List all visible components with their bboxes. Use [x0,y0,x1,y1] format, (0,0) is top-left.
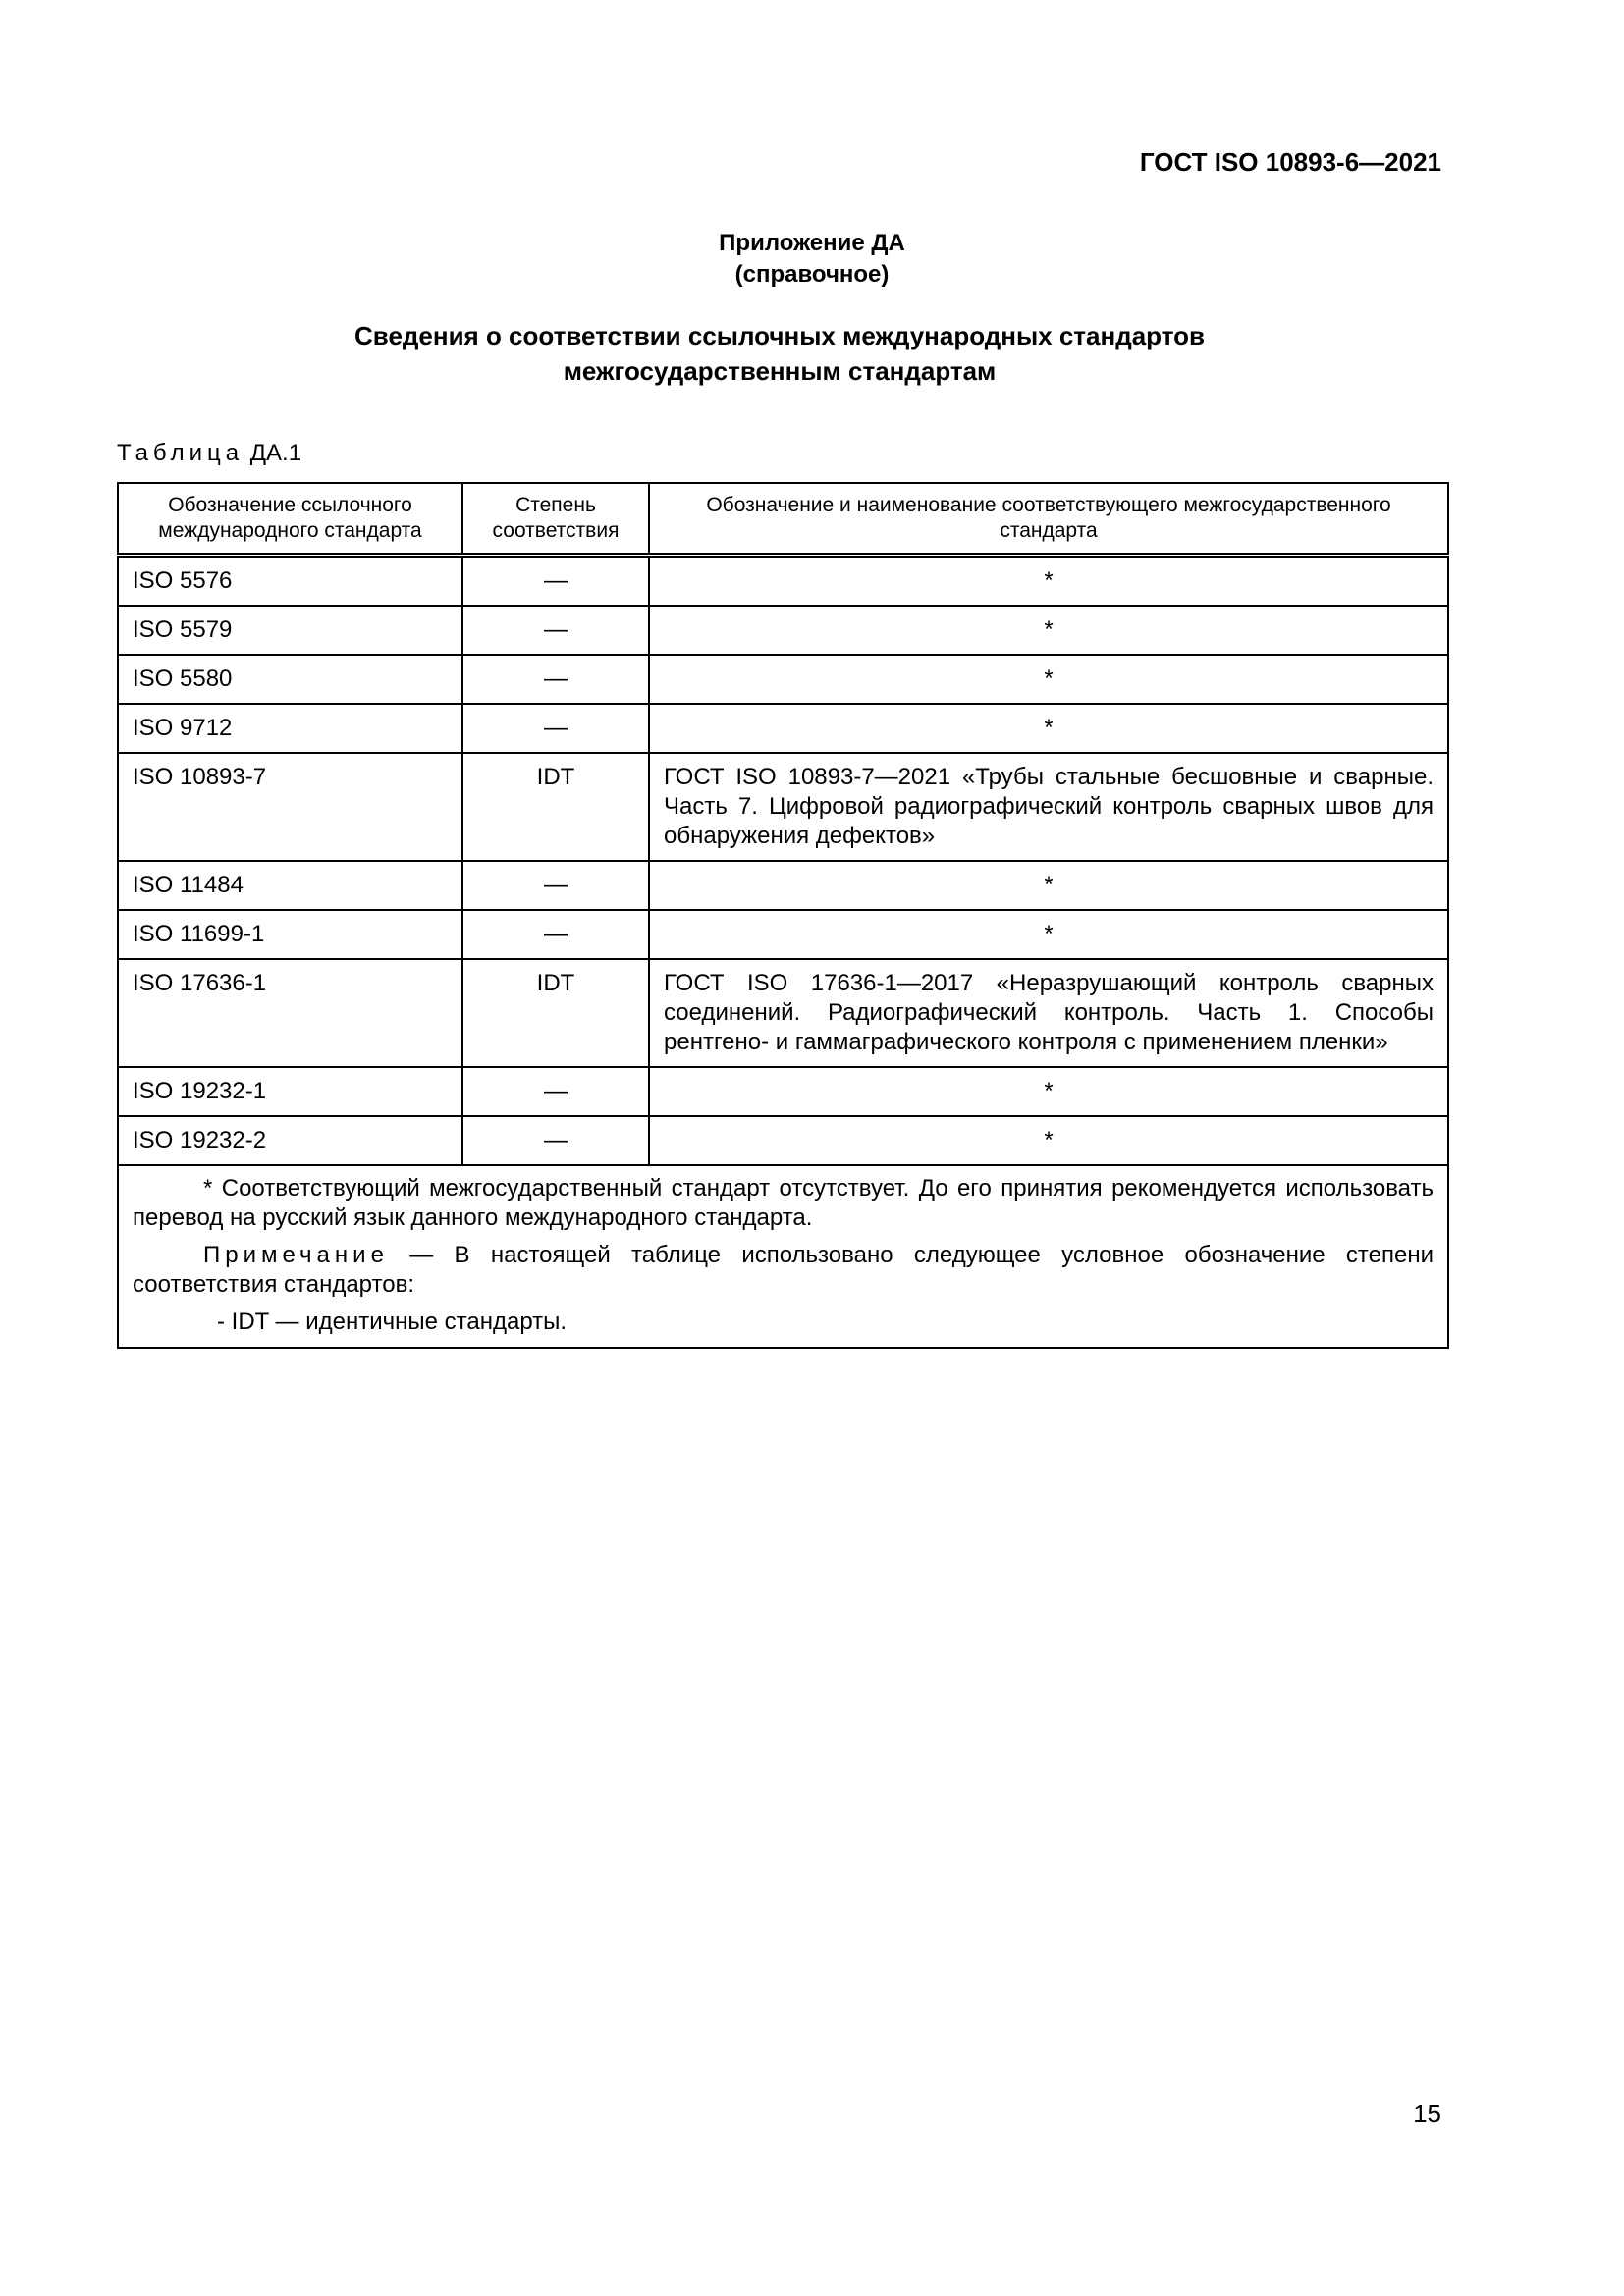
cell-interstate-standard: ГОСТ ISO 17636-1—2017 «Неразрушающий контроль сварных соединений. Радиографический контроль. Часть 1. Способы рентгено- и гаммаграфического контроля с применением пленки» [649,959,1448,1067]
table-label-number: ДА.1 [249,440,302,466]
cell-degree: — [462,556,649,607]
table-notes-row [118,1165,1448,1348]
header-interstate-standard: Обозначение и наименование соответствующего межгосударственного стандарта [649,483,1448,556]
table-row [118,556,1448,607]
cell-reference-code: ISO 5576 [118,556,462,607]
header-reference-standard: Обозначение ссылочного международного стандарта [118,483,462,556]
section-title-line2: межгосударственным стандартам [563,356,997,386]
cell-interstate-standard: * [649,861,1448,910]
table-row [118,606,1448,655]
table-notes [118,1165,1448,1348]
cell-degree: IDT [462,959,649,1067]
table-row [118,1067,1448,1116]
document-code: ГОСТ ISO 10893-6—2021 [1139,147,1441,177]
note [133,1241,1434,1300]
note-label: Примечание [203,1242,389,1268]
note-item: - IDT — идентичные стандарты. [217,1308,568,1335]
table-row [118,861,1448,910]
table-row [118,1116,1448,1165]
cell-interstate-standard: * [649,606,1448,655]
cell-reference-code: ISO 5579 [118,606,462,655]
cell-reference-code: ISO 5580 [118,655,462,704]
footnote: * Соответствующий межгосударственный стандарт отсутствует. До его принятия рекомендуется использовать перевод на русский язык данного международного стандарта. [133,1175,1434,1231]
annex-heading [0,228,1624,291]
cell-reference-code: ISO 9712 [118,704,462,753]
table-row [118,959,1448,1067]
cell-degree: — [462,655,649,704]
note-text: — В настоящей таблице использовано следующее условное обозначение степени соответствия стандартов: [133,1242,1435,1298]
cell-degree: IDT [462,753,649,861]
cell-degree: — [462,910,649,959]
table-row [118,704,1448,753]
page-number: 15 [1413,2099,1441,2128]
correspondence-table [117,482,1449,1349]
cell-interstate-standard: ГОСТ ISO 10893-7—2021 «Трубы стальные бесшовные и сварные. Часть 7. Цифровой радиографический контроль сварных швов для обнаружения дефектов» [649,753,1448,861]
cell-reference-code: ISO 19232-2 [118,1116,462,1165]
annex-title: Приложение ДА [719,230,905,256]
cell-interstate-standard: * [649,1116,1448,1165]
table-row [118,753,1448,861]
cell-degree: — [462,861,649,910]
cell-interstate-standard: * [649,655,1448,704]
cell-interstate-standard: * [649,1067,1448,1116]
cell-interstate-standard: * [649,704,1448,753]
cell-reference-code: ISO 10893-7 [118,753,462,861]
cell-degree: — [462,1067,649,1116]
table-label-word: Таблица [117,440,244,466]
table-row [118,910,1448,959]
annex-subtitle: (справочное) [734,261,890,288]
section-title-line1: Сведения о соответствии ссылочных международных стандартов [354,321,1205,350]
table-header-row [118,483,1448,556]
table-row [118,655,1448,704]
cell-reference-code: ISO 17636-1 [118,959,462,1067]
cell-reference-code: ISO 19232-1 [118,1067,462,1116]
cell-interstate-standard: * [649,556,1448,607]
cell-degree: — [462,1116,649,1165]
cell-interstate-standard: * [649,910,1448,959]
table-label [117,440,301,467]
cell-reference-code: ISO 11699-1 [118,910,462,959]
section-title [0,318,1559,389]
cell-reference-code: ISO 11484 [118,861,462,910]
cell-degree: — [462,606,649,655]
header-degree: Степень соответствия [462,483,649,556]
cell-degree: — [462,704,649,753]
